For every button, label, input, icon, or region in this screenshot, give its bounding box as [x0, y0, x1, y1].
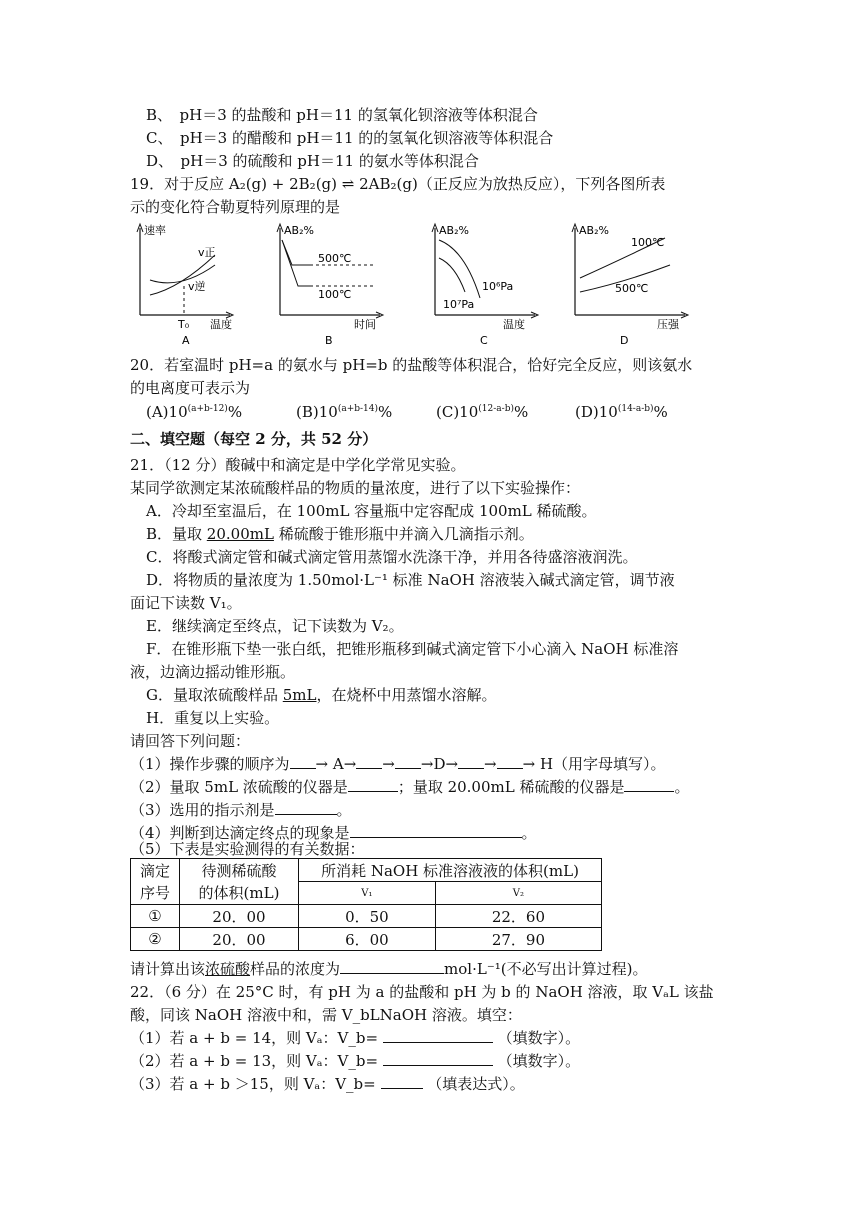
- table-header-seq: 滴定 序号: [131, 859, 180, 905]
- graph-a-tick: T₀: [178, 318, 190, 331]
- q21-ask: 请回答下列问题：: [130, 732, 251, 750]
- q21-part2: （2）量取 5mL 浓硫酸的仪器是 ；量取 20.00mL 稀硫酸的仪器是 。: [130, 778, 690, 796]
- graph-b-letter: B: [325, 334, 333, 347]
- q21-step-g: G．量取浓硫酸样品 5mL，在烧杯中用蒸馏水溶解。: [146, 686, 497, 704]
- q21-step-f1: F．在锥形瓶下垫一张白纸，把锥形瓶移到碱式滴定管下小心滴入 NaOH 标准溶: [146, 640, 679, 658]
- q22-line1: 22．（6 分）在 25°C 时，有 pH 为 a 的盐酸和 pH 为 b 的 NaOH 溶液，取 VₐL 该盐: [130, 983, 714, 1001]
- q21-part4: （4）判断到达滴定终点的现象是 。: [130, 824, 537, 842]
- q22-sub1: （1）若 a + b = 14，则 Vₐ：V_b= （填数字）。: [130, 1029, 581, 1047]
- q20-line2: 的电离度可表示为: [130, 379, 251, 397]
- graph-b-xlabel: 时间: [354, 318, 376, 331]
- graph-b-curve2: 100℃: [318, 288, 352, 301]
- table-row: ② 20．00 6．00 27．90: [131, 928, 602, 951]
- option-c: C、 pH＝3 的醋酸和 pH＝11 的的氢氧化钡溶液等体积混合: [146, 129, 554, 147]
- q21-part5: （5）下表是实验测得的有关数据：: [130, 840, 365, 858]
- q20-option-d: (D)10$^{(14-a-b)}$%: [575, 403, 668, 421]
- blank-3[interactable]: [395, 754, 421, 769]
- q21-part3: （3）选用的指示剂是 。: [130, 801, 352, 819]
- blank-5[interactable]: [497, 754, 523, 769]
- graph-b: [270, 220, 390, 350]
- blank-concentration[interactable]: [340, 959, 444, 974]
- q21-step-a: A．冷却至室温后，在 100mL 容量瓶中定容配成 100mL 稀硫酸。: [146, 502, 597, 520]
- blank-instrument-2[interactable]: [624, 777, 674, 792]
- graph-c: [425, 220, 545, 350]
- titration-data-table: [130, 858, 602, 951]
- graph-c-letter: C: [480, 334, 488, 347]
- q20-option-b: $(B)10^{(a+b-14)}\%$: [296, 403, 393, 421]
- option-b: B、 pH＝3 的盐酸和 pH＝11 的氢氧化钡溶液等体积混合: [146, 106, 538, 124]
- graph-c-ylabel: AB₂%: [439, 224, 469, 237]
- graph-d-ylabel: AB₂%: [579, 224, 609, 237]
- q20-line1: 20．若室温时 pH=a 的氨水与 pH=b 的盐酸等体积混合，恰好完全反应，则该氨水: [130, 356, 693, 374]
- q21-step-b: B．量取 20.00mL 稀硫酸于锥形瓶中并滴入几滴指示剂。: [146, 525, 534, 543]
- q20-option-a: $(A)10^{(a+b-12)}\%$: [146, 403, 243, 421]
- q21-step-d2: 面记下读数 V₁。: [130, 594, 242, 612]
- blank-4[interactable]: [458, 754, 484, 769]
- graph-c-xlabel: 温度: [503, 318, 525, 331]
- graph-b-ylabel: AB₂%: [284, 224, 314, 237]
- q21-step-e: E．继续滴定至终点，记下读数为 V₂。: [146, 617, 404, 635]
- q21-head: 21．（12 分）酸碱中和滴定是中学化学常见实验。: [130, 456, 466, 474]
- graph-c-curve2: 10⁷Pa: [443, 298, 475, 311]
- graph-a-xlabel: 温度: [210, 318, 232, 331]
- blank-ratio-2[interactable]: [383, 1051, 493, 1066]
- blank-instrument-1[interactable]: [348, 777, 398, 792]
- q21-intro: 某同学欲测定某浓硫酸样品的物质的量浓度，进行了以下实验操作：: [130, 479, 581, 497]
- blank-ratio-3[interactable]: [381, 1074, 423, 1089]
- graph-b-curve1: 500℃: [318, 252, 352, 265]
- graph-c-curve1: 10⁶Pa: [482, 280, 514, 293]
- q21-step-f2: 液，边滴边摇动锥形瓶。: [130, 663, 296, 681]
- graph-d: [565, 220, 695, 350]
- graph-d-curve1: 100℃: [631, 236, 665, 249]
- section-2-heading: 二、填空题（每空 2 分，共 52 分）: [130, 430, 378, 448]
- graph-d-curve2: 500℃: [615, 282, 649, 295]
- graph-a: [130, 220, 240, 350]
- graph-a-letter: A: [182, 334, 190, 347]
- blank-ratio-1[interactable]: [383, 1028, 493, 1043]
- q21-calc: 请计算出该浓硫酸样品的浓度为 mol·L⁻¹(不必写出计算过程)。: [130, 960, 648, 978]
- graph-d-letter: D: [620, 334, 629, 347]
- graph-a-curve1: v正: [198, 246, 216, 259]
- graph-a-ylabel: 速率: [144, 224, 166, 237]
- table-header-v2: V₂: [435, 882, 601, 905]
- table-header-naoh: 所消耗 NaOH 标准溶液液的体积(mL): [299, 859, 602, 882]
- blank-indicator[interactable]: [275, 800, 337, 815]
- table-row: ① 20．00 0．50 22．60: [131, 905, 602, 928]
- table-header-v1: V₁: [299, 882, 436, 905]
- graph-d-xlabel: 压强: [657, 318, 679, 331]
- q21-step-d1: D．将物质的量浓度为 1.50mol·L⁻¹ 标准 NaOH 溶液装入碱式滴定管，调节液: [146, 571, 675, 589]
- q20-option-c: (C)10$^{(12-a-b)}$%: [436, 403, 529, 421]
- q22-sub3: （3）若 a + b ＞15，则 Vₐ：V_b= （填表达式）。: [130, 1075, 525, 1093]
- blank-2[interactable]: [356, 754, 382, 769]
- graph-a-curve2: v逆: [188, 280, 206, 293]
- q21-step-h: H．重复以上实验。: [146, 709, 280, 727]
- q19-line2: 示的变化符合勒夏特列原理的是: [130, 198, 341, 216]
- blank-endpoint[interactable]: [350, 823, 522, 838]
- table-header-volume: 待测稀硫酸 的体积(mL): [180, 859, 299, 905]
- q19-graphs: [130, 220, 740, 350]
- q22-sub2: （2）若 a + b = 13，则 Vₐ：V_b= （填数字）。: [130, 1052, 581, 1070]
- q21-part1: （1）操作步骤的顺序为 → A→ → →D→ → → H（用字母填写）。: [130, 755, 666, 773]
- q22-line2: 酸，同该 NaOH 溶液中和，需 V_bLNaOH 溶液。填空：: [130, 1006, 522, 1024]
- option-d: D、 pH＝3 的硫酸和 pH＝11 的氨水等体积混合: [146, 152, 479, 170]
- blank-1[interactable]: [290, 754, 316, 769]
- q21-step-c: C．将酸式滴定管和碱式滴定管用蒸馏水洗涤干净，并用各待盛溶液润洗。: [146, 548, 638, 566]
- q19-line1: 19．对于反应 A₂(g) + 2B₂(g) ⇌ 2AB₂(g)（正反应为放热反应），下列各图所表: [130, 175, 666, 193]
